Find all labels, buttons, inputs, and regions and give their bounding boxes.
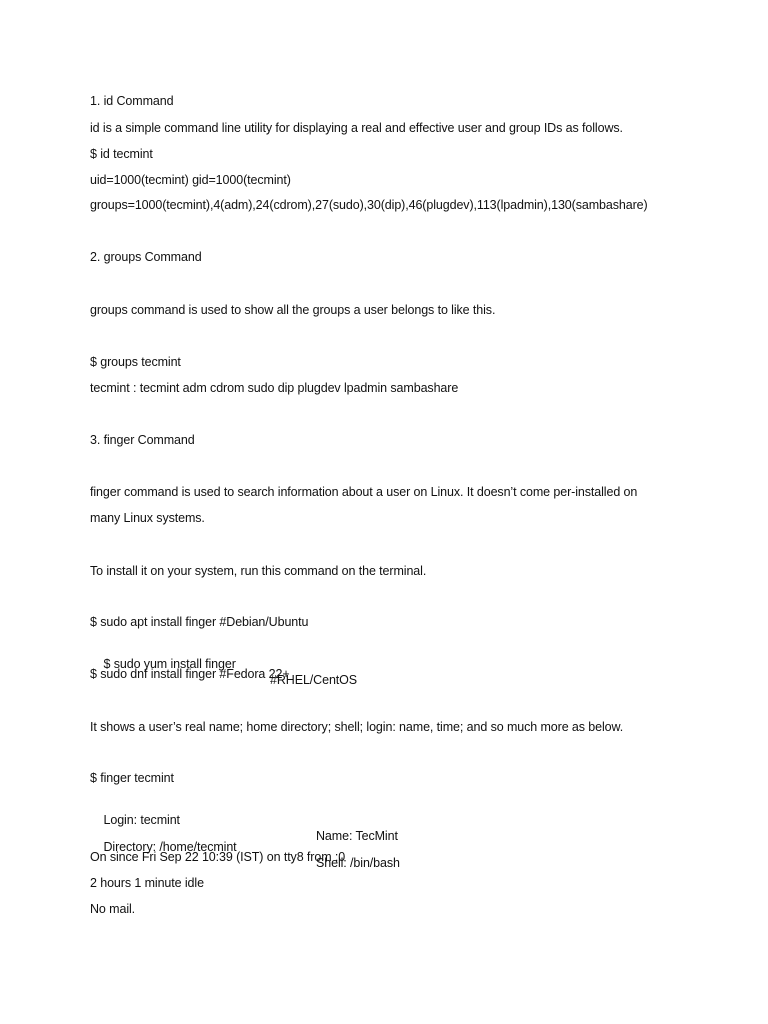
section-heading-finger-command: 3. finger Command <box>90 433 195 447</box>
finger-install-intro: To install it on your system, run this command on the terminal. <box>90 564 427 578</box>
finger-shows-text: It shows a user’s real name; home directory; shell; login: name, time; and so much more as below. <box>90 720 624 734</box>
finger-directory: Directory: /home/tecmint <box>103 840 237 854</box>
install-rhel-comment: #RHEL/CentOS <box>270 673 358 687</box>
id-command-example: $ id tecmint <box>90 147 153 161</box>
section-heading-groups-command: 2. groups Command <box>90 250 202 264</box>
finger-description-line1: finger command is used to search information about a user on Linux. It doesn’t come per-installed on <box>90 485 638 499</box>
finger-command-example: $ finger tecmint <box>90 771 174 785</box>
install-debian-command: $ sudo apt install finger #Debian/Ubuntu <box>90 615 309 629</box>
finger-shell: Shell: /bin/bash <box>316 856 400 870</box>
install-fedora-command: $ sudo dnf install finger #Fedora 22+ <box>90 667 290 681</box>
install-rhel-command: $ sudo yum install finger <box>103 657 236 671</box>
groups-command-example: $ groups tecmint <box>90 355 181 369</box>
finger-description-line2: many Linux systems. <box>90 511 205 525</box>
id-output-uid: uid=1000(tecmint) gid=1000(tecmint) <box>90 173 291 187</box>
finger-name: Name: TecMint <box>316 829 398 843</box>
groups-description: groups command is used to show all the groups a user belongs to like this. <box>90 303 496 317</box>
groups-output: tecmint : tecmint adm cdrom sudo dip plugdev lpadmin sambashare <box>90 381 459 395</box>
finger-mail: No mail. <box>90 902 136 916</box>
id-description: id is a simple command line utility for displaying a real and effective user and group IDs as follows. <box>90 121 623 135</box>
section-heading-id-command: 1. id Command <box>90 94 174 108</box>
finger-idle: 2 hours 1 minute idle <box>90 876 204 890</box>
finger-login: Login: tecmint <box>103 813 180 827</box>
id-output-groups: groups=1000(tecmint),4(adm),24(cdrom),27(sudo),30(dip),46(plugdev),113(lpadmin),130(sambashare) <box>90 198 648 212</box>
finger-on-since: On since Fri Sep 22 10:39 (IST) on tty8 from :0 <box>90 850 346 864</box>
